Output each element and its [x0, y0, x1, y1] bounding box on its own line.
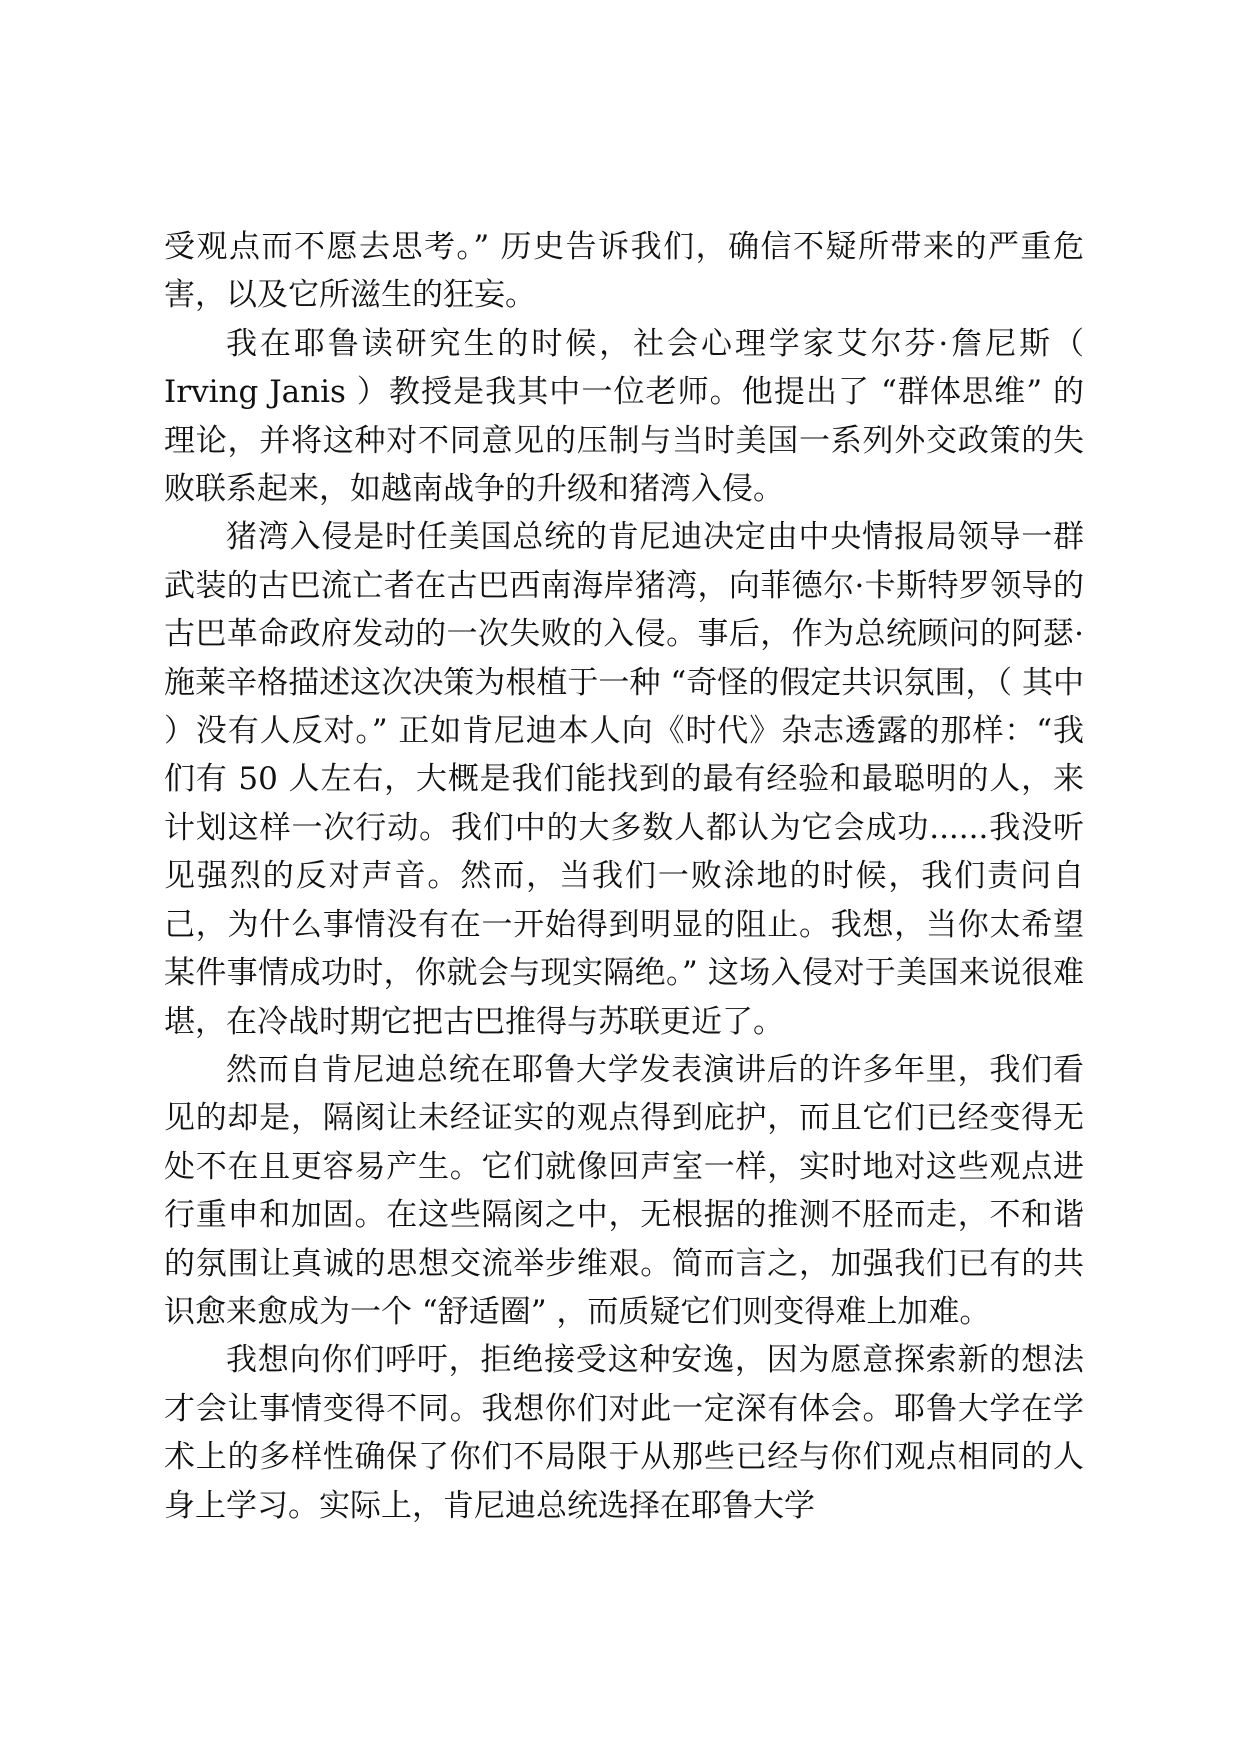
document-body	[164, 223, 1084, 1530]
paragraph-bay-of-pigs: 猪湾入侵是时任美国总统的肯尼迪决定由中央情报局领导一群武装的古巴流亡者在古巴西南海岸猪湾，向菲德尔·卡斯特罗领导的古巴革命政府发动的一次失败的入侵。事后，作为总统顾问的阿瑟·施莱辛格描述这次决策为根植于一种 “奇怪的假定共识氛围，（ 其中 ）没有人反对。” 正如肯尼迪本人向《时代》杂志透露的那样：“我们有 50 人左右，大概是我们能找到的最有经验和最聪明的人，来计划这样一次行动。我们中的大多数人都认为它会成功......我没听见强烈的反对声音。然而，当我们一败涂地的时候，我们责问自己，为什么事情没有在一开始得到明显的阻止。我想，当你太希望某件事情成功时，你就会与现实隔绝。” 这场入侵对于美国来说很难堪，在冷战时期它把古巴推得与苏联更近了。	[164, 519, 1084, 1040]
paragraph-appeal: 我想向你们呼吁，拒绝接受这种安逸，因为愿意探索新的想法才会让事情变得不同。我想你们对此一定深有体会。耶鲁大学在学术上的多样性确保了你们不局限于从那些已经与你们观点相同的人身上学习。实际上，肯尼迪总统选择在耶鲁大学	[164, 1342, 1084, 1524]
paragraph-janis: 我在耶鲁读研究生的时候，社会心理学家艾尔芬·詹尼斯（ Irving Janis ）教授是我其中一位老师。他提出了 “群体思维” 的理论，并将这种对不同意见的压制与当时美国一系列外交政策的失败联系起来，如越南战争的升级和猪湾入侵。	[164, 325, 1084, 508]
paragraph-continuation: 受观点而不愿去思考。” 历史告诉我们，确信不疑所带来的严重危害，以及它所滋生的狂妄。	[164, 229, 1084, 314]
paragraph-echo-chambers: 然而自肯尼迪总统在耶鲁大学发表演讲后的许多年里，我们看见的却是，隔阂让未经证实的观点得到庇护，而且它们已经变得无处不在且更容易产生。它们就像回声室一样，实时地对这些观点进行重申和加固。在这些隔阂之中，无根据的推测不胫而走，不和谐的氛围让真诚的思想交流举步维艰。简而言之，加强我们已有的共识愈来愈成为一个 “舒适圈” ，而质疑它们则变得难上加难。	[164, 1051, 1084, 1330]
